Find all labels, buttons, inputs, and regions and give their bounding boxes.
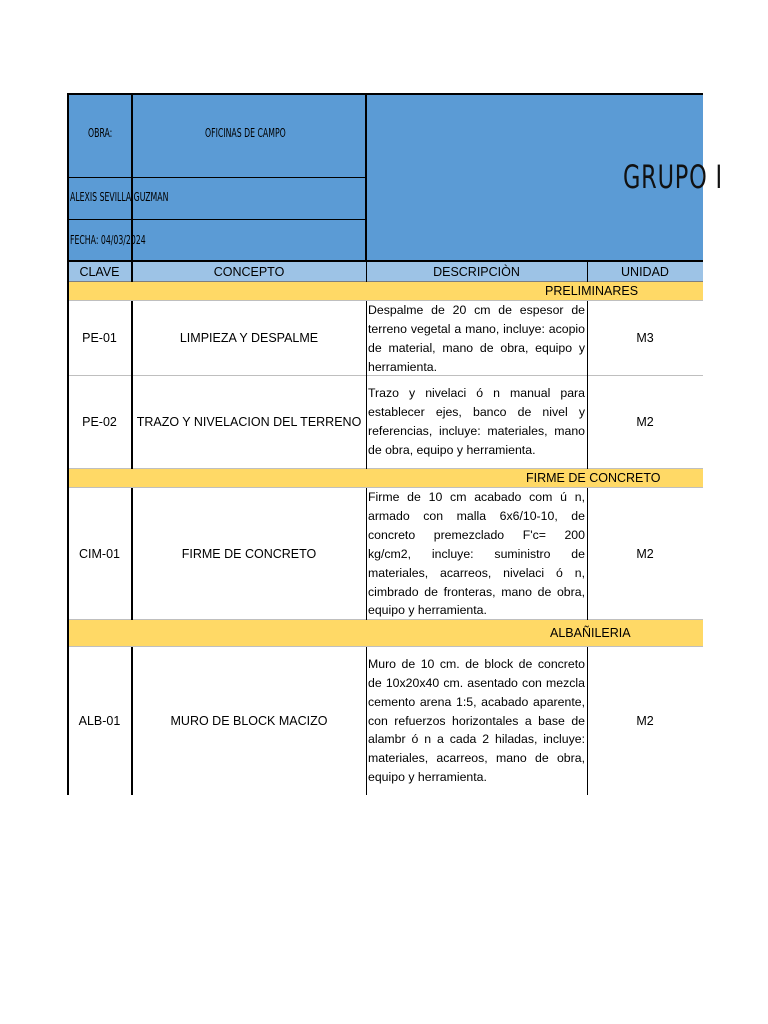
column-header-unidad: UNIDAD bbox=[621, 265, 669, 279]
column-header-concepto: CONCEPTO bbox=[213, 265, 285, 279]
row-concepto: TRAZO Y NIVELACION DEL TERRENO bbox=[136, 415, 362, 429]
grid-line bbox=[131, 262, 133, 282]
row-descripcion: Despalme de 20 cm de espesor de terreno vegetal a mano, incluye: acopio de material, mano de obra, equipo y herramienta. bbox=[368, 303, 585, 374]
header-divider bbox=[365, 93, 367, 262]
row-descripcion: Firme de 10 cm acabado com ú n, armado con malla 6x6/10-10, de concreto premezclado F'c= 200 kg/cm2, incluye: suministro de materiales, acarreos, nivelaci ó n, cimbrado de fronteras, mano de obra, equipo y herramienta. bbox=[368, 490, 585, 618]
table-row bbox=[67, 647, 703, 795]
row-descripcion: Muro de 10 cm. de block de concreto de 10x20x40 cm. asentado con mezcla cemento arena 1:5, acabado aparente, con refuerzos horizontales a base de alambr ó n a cada 2 hiladas, incluye: materiales, acarreos, mano de obra, equipo y herramienta. bbox=[368, 656, 585, 785]
row-concepto: MURO DE BLOCK MACIZO bbox=[170, 714, 328, 728]
grid-line bbox=[587, 301, 588, 469]
section-title: ALBAÑILERIA bbox=[550, 626, 631, 640]
person-name: ALEXIS SEVILLA GUZMAN bbox=[70, 190, 169, 204]
obra-value: OFICINAS DE CAMPO bbox=[205, 126, 286, 140]
row-concepto: LIMPIEZA Y DESPALME bbox=[179, 331, 319, 345]
row-clave: PE-02 bbox=[82, 415, 117, 429]
section-row-preliminares bbox=[67, 282, 703, 301]
grid-line bbox=[131, 301, 133, 469]
row-descripcion: Trazo y nivelaci ó n manual para establecer ejes, banco de nivel y referencias, incluye: materiales, mano de obra, equipo y herramienta. bbox=[368, 386, 585, 457]
obra-label: OBRA: bbox=[88, 126, 113, 140]
grid-line bbox=[131, 488, 133, 620]
column-header-row bbox=[67, 262, 703, 282]
grid-line bbox=[366, 301, 367, 469]
row-unidad: M2 bbox=[636, 546, 654, 561]
row-unidad: M2 bbox=[636, 415, 654, 429]
row-unidad: M3 bbox=[636, 331, 654, 345]
column-header-clave: CLAVE bbox=[79, 265, 120, 279]
grid-line bbox=[366, 647, 367, 795]
date-field: FECHA: 04/03/2024 bbox=[70, 233, 146, 247]
grid-line bbox=[131, 647, 133, 795]
row-unidad: M2 bbox=[636, 714, 654, 728]
table-row bbox=[67, 301, 703, 376]
row-clave: CIM-01 bbox=[79, 546, 120, 561]
table-row bbox=[67, 376, 703, 469]
grid-line bbox=[366, 262, 367, 282]
table-row bbox=[67, 488, 703, 620]
grid-line bbox=[587, 647, 588, 795]
grid-line bbox=[366, 488, 367, 620]
company-title: GRUPO I bbox=[623, 158, 723, 196]
grid-line bbox=[587, 262, 588, 282]
grid-line bbox=[67, 262, 69, 795]
section-row-firme bbox=[67, 469, 703, 488]
row-concepto: FIRME DE CONCRETO bbox=[181, 546, 317, 561]
header-divider bbox=[67, 219, 365, 220]
row-clave: PE-01 bbox=[82, 331, 117, 345]
section-row-albanileria bbox=[67, 620, 703, 647]
grid-line bbox=[587, 488, 588, 620]
section-title: FIRME DE CONCRETO bbox=[526, 471, 661, 485]
column-header-descripcion: DESCRIPCIÒN bbox=[433, 265, 520, 279]
row-clave: ALB-01 bbox=[78, 714, 121, 728]
section-title: PRELIMINARES bbox=[545, 284, 639, 298]
header-divider bbox=[67, 177, 365, 178]
